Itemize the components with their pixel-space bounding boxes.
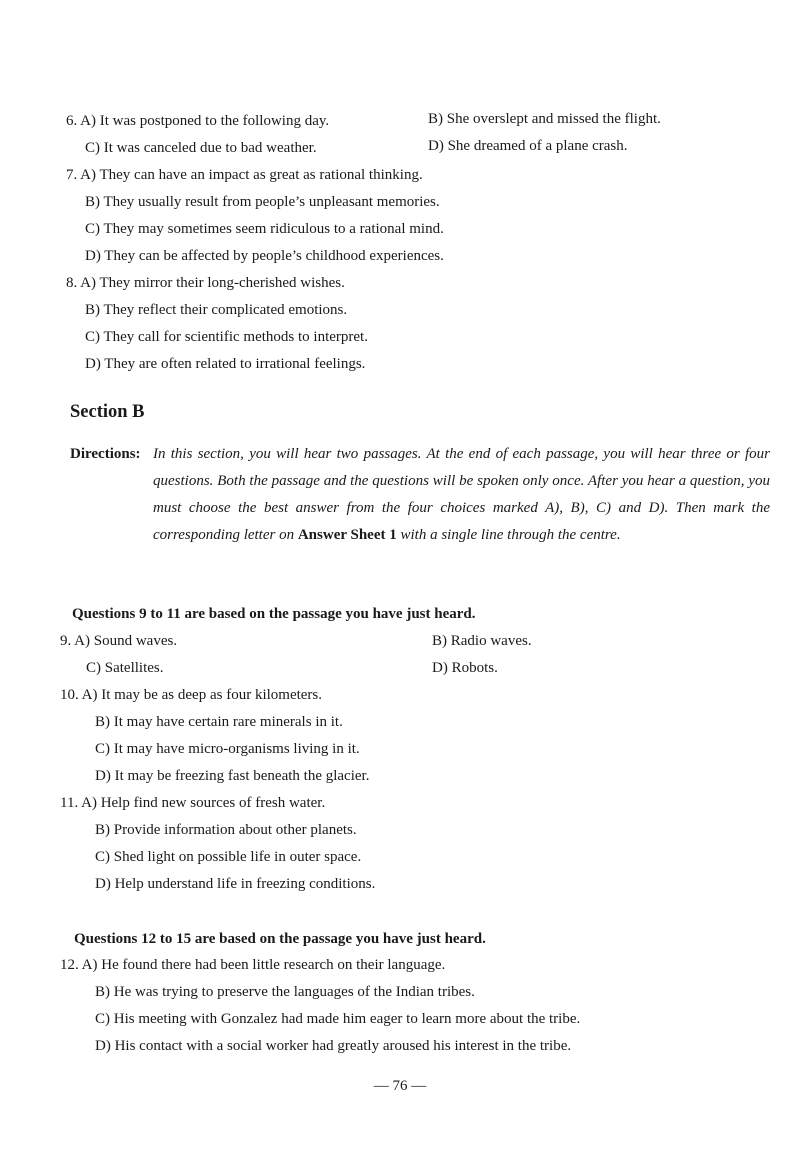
q7-option-d: D) They can be affected by people’s childhood experiences. xyxy=(85,248,444,264)
q7-option-a: 7. A) They can have an impact as great as rational thinking. xyxy=(66,167,423,183)
directions-text-part2: with a single line through the centre. xyxy=(396,527,621,543)
q6-option-b: B) She overslept and missed the flight. xyxy=(428,111,661,127)
directions-text-part1: In this section, you will hear two passages. At the end of each passage, you will hear three or four questions. Both the passage and the questions will be spoken only once. After you hear a question, you must choose the best answer from the four choices marked A), B), C) and D). Then mark the corresponding letter on xyxy=(153,446,770,543)
q10-option-a: 10. A) It may be as deep as four kilometers. xyxy=(60,687,323,703)
question-group-header-12-15: Questions 12 to 15 are based on the passage you have just heard. xyxy=(74,931,486,947)
answer-sheet-ref: Answer Sheet 1 xyxy=(297,527,397,543)
q9-option-c: C) Satellites. xyxy=(86,660,164,676)
q8-option-c: C) They call for scientific methods to interpret. xyxy=(85,329,368,345)
q7-option-b: B) They usually result from people’s unpleasant memories. xyxy=(85,194,440,210)
q11-option-d: D) Help understand life in freezing conditions. xyxy=(95,876,376,892)
page-number: — 76 — xyxy=(373,1078,427,1094)
q11-option-b: B) Provide information about other planets. xyxy=(95,822,357,838)
q8-option-b: B) They reflect their complicated emotions. xyxy=(85,302,348,318)
q6-option-c: C) It was canceled due to bad weather. xyxy=(85,140,317,156)
q10-option-d: D) It may be freezing fast beneath the glacier. xyxy=(95,768,370,784)
q8-option-d: D) They are often related to irrational feelings. xyxy=(85,356,366,372)
q7-option-c: C) They may sometimes seem ridiculous to a rational mind. xyxy=(85,221,444,237)
q12-option-a: 12. A) He found there had been little research on their language. xyxy=(60,957,446,973)
q11-option-a: 11. A) Help find new sources of fresh water. xyxy=(60,795,326,811)
q9-option-d: D) Robots. xyxy=(432,660,498,676)
q12-option-d: D) His contact with a social worker had greatly aroused his interest in the tribe. xyxy=(95,1038,572,1054)
q10-option-b: B) It may have certain rare minerals in it. xyxy=(95,714,343,730)
q11-option-c: C) Shed light on possible life in outer space. xyxy=(95,849,362,865)
q12-option-c: C) His meeting with Gonzalez had made him eager to learn more about the tribe. xyxy=(95,1011,581,1027)
directions-label: Directions: xyxy=(70,446,141,462)
question-group-header-9-11: Questions 9 to 11 are based on the passage you have just heard. xyxy=(72,606,476,622)
q8-option-a: 8. A) They mirror their long-cherished wishes. xyxy=(66,275,345,291)
q10-option-c: C) It may have micro-organisms living in it. xyxy=(95,741,360,757)
q12-option-b: B) He was trying to preserve the languages of the Indian tribes. xyxy=(95,984,475,1000)
q6-option-a: 6. A) It was postponed to the following day. xyxy=(66,113,330,129)
q6-option-d: D) She dreamed of a plane crash. xyxy=(428,138,628,154)
section-title: Section B xyxy=(70,402,145,422)
directions-text xyxy=(153,441,770,549)
q9-option-a: 9. A) Sound waves. xyxy=(60,633,178,649)
q9-option-b: B) Radio waves. xyxy=(432,633,532,649)
